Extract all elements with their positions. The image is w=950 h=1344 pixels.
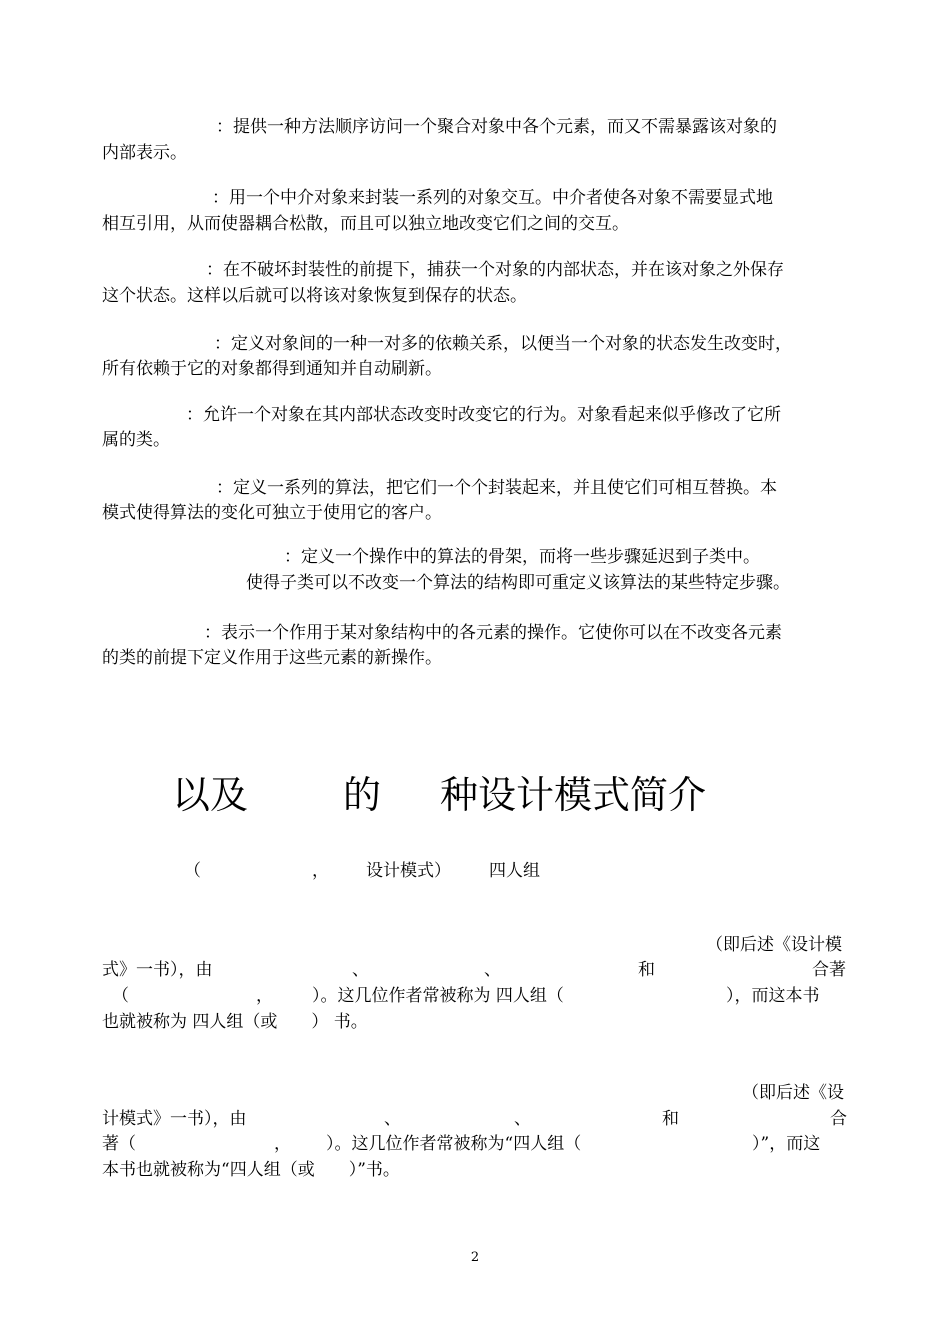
- pattern-text: 的类的前提下定义作用于这些元素的新操作。: [102, 648, 442, 668]
- paragraph-text: ）。这几位作者常被称为 四人组（: [312, 986, 564, 1006]
- subtitle-gang: 四人组: [489, 861, 540, 881]
- pattern-text: ：在不破坏封装性的前提下，捕获一个对象的内部状态，并在该对象之外保存: [206, 260, 784, 280]
- title-part: 的: [343, 773, 382, 817]
- paragraph-text: 、: [514, 1109, 531, 1129]
- pattern-text: 模式使得算法的变化可独立于使用它的客户。: [102, 503, 442, 523]
- pattern-text: ：表示一个作用于某对象结构中的各元素的操作。它使你可以在不改变各元素: [204, 623, 782, 643]
- subtitle-book: 设计模式）: [366, 861, 451, 881]
- section-title: [0, 770, 950, 820]
- paragraph-text: ），而这本书: [726, 986, 820, 1006]
- paragraph-text: 著（: [102, 1134, 136, 1154]
- paragraph-text: 、: [352, 960, 369, 980]
- paragraph-text: 、: [484, 960, 501, 980]
- pattern-text: ：定义一系列的算法，把它们一个个封装起来，并且使它们可相互替换。本: [216, 478, 777, 498]
- paragraph-text: 合: [830, 1109, 847, 1129]
- paragraph-text: 和: [638, 960, 655, 980]
- paragraph-text: 式》一书），由: [102, 960, 213, 980]
- paragraph-text: （即后述《设计模: [706, 935, 842, 955]
- paragraph-text: 计模式》一书），由: [102, 1109, 247, 1129]
- pattern-text: ：定义一个操作中的算法的骨架，而将一些步骤延迟到子类中。: [284, 547, 760, 567]
- paragraph-text: 合著: [812, 960, 846, 980]
- paragraph-text: ，: [256, 986, 273, 1006]
- subtitle-comma: ，: [312, 861, 329, 881]
- subtitle-paren: （: [184, 861, 201, 881]
- title-part: 种设计模式简介: [440, 773, 707, 817]
- paragraph-text: ）。这几位作者常被称为“四人组（: [326, 1134, 582, 1154]
- paragraph-text: 和: [662, 1109, 679, 1129]
- pattern-text: 相互引用，从而使器耦合松散，而且可以独立地改变它们之间的交互。: [102, 214, 629, 234]
- paragraph-text: 也就被称为 四人组（或 ） 书。: [102, 1012, 368, 1032]
- paragraph-text: 本书也就被称为“四人组（或 ）”书。: [102, 1160, 400, 1180]
- paragraph-text: （即后述《设: [742, 1083, 844, 1103]
- pattern-text: ：定义对象间的一种一对多的依赖关系，以便当一个对象的状态发生改变时，: [214, 334, 792, 354]
- pattern-text: ：允许一个对象在其内部状态改变时改变它的行为。对象看起来似乎修改了它所: [186, 405, 781, 425]
- pattern-text: ：用一个中介对象来封装一系列的对象交互。中介者使各对象不需要显式地: [212, 188, 773, 208]
- pattern-text: ：提供一种方法顺序访问一个聚合对象中各个元素，而又不需暴露该对象的: [216, 117, 777, 137]
- paragraph-text: 、: [384, 1109, 401, 1129]
- pattern-text: 属的类。: [102, 430, 170, 450]
- page-number: 2: [470, 1250, 480, 1265]
- paragraph-text: ）”，而这: [752, 1134, 821, 1154]
- pattern-text: 所有依赖于它的对象都得到通知并自动刷新。: [102, 359, 442, 379]
- paragraph-text: （: [112, 986, 129, 1006]
- pattern-text: 内部表示。: [102, 143, 187, 163]
- pattern-text: 这个状态。这样以后就可以将该对象恢复到保存的状态。: [102, 286, 527, 306]
- paragraph-text: ，: [274, 1134, 291, 1154]
- title-part: 以及: [172, 773, 249, 817]
- pattern-text: 使得子类可以不改变一个算法的结构即可重定义该算法的某些特定步骤。: [246, 573, 790, 593]
